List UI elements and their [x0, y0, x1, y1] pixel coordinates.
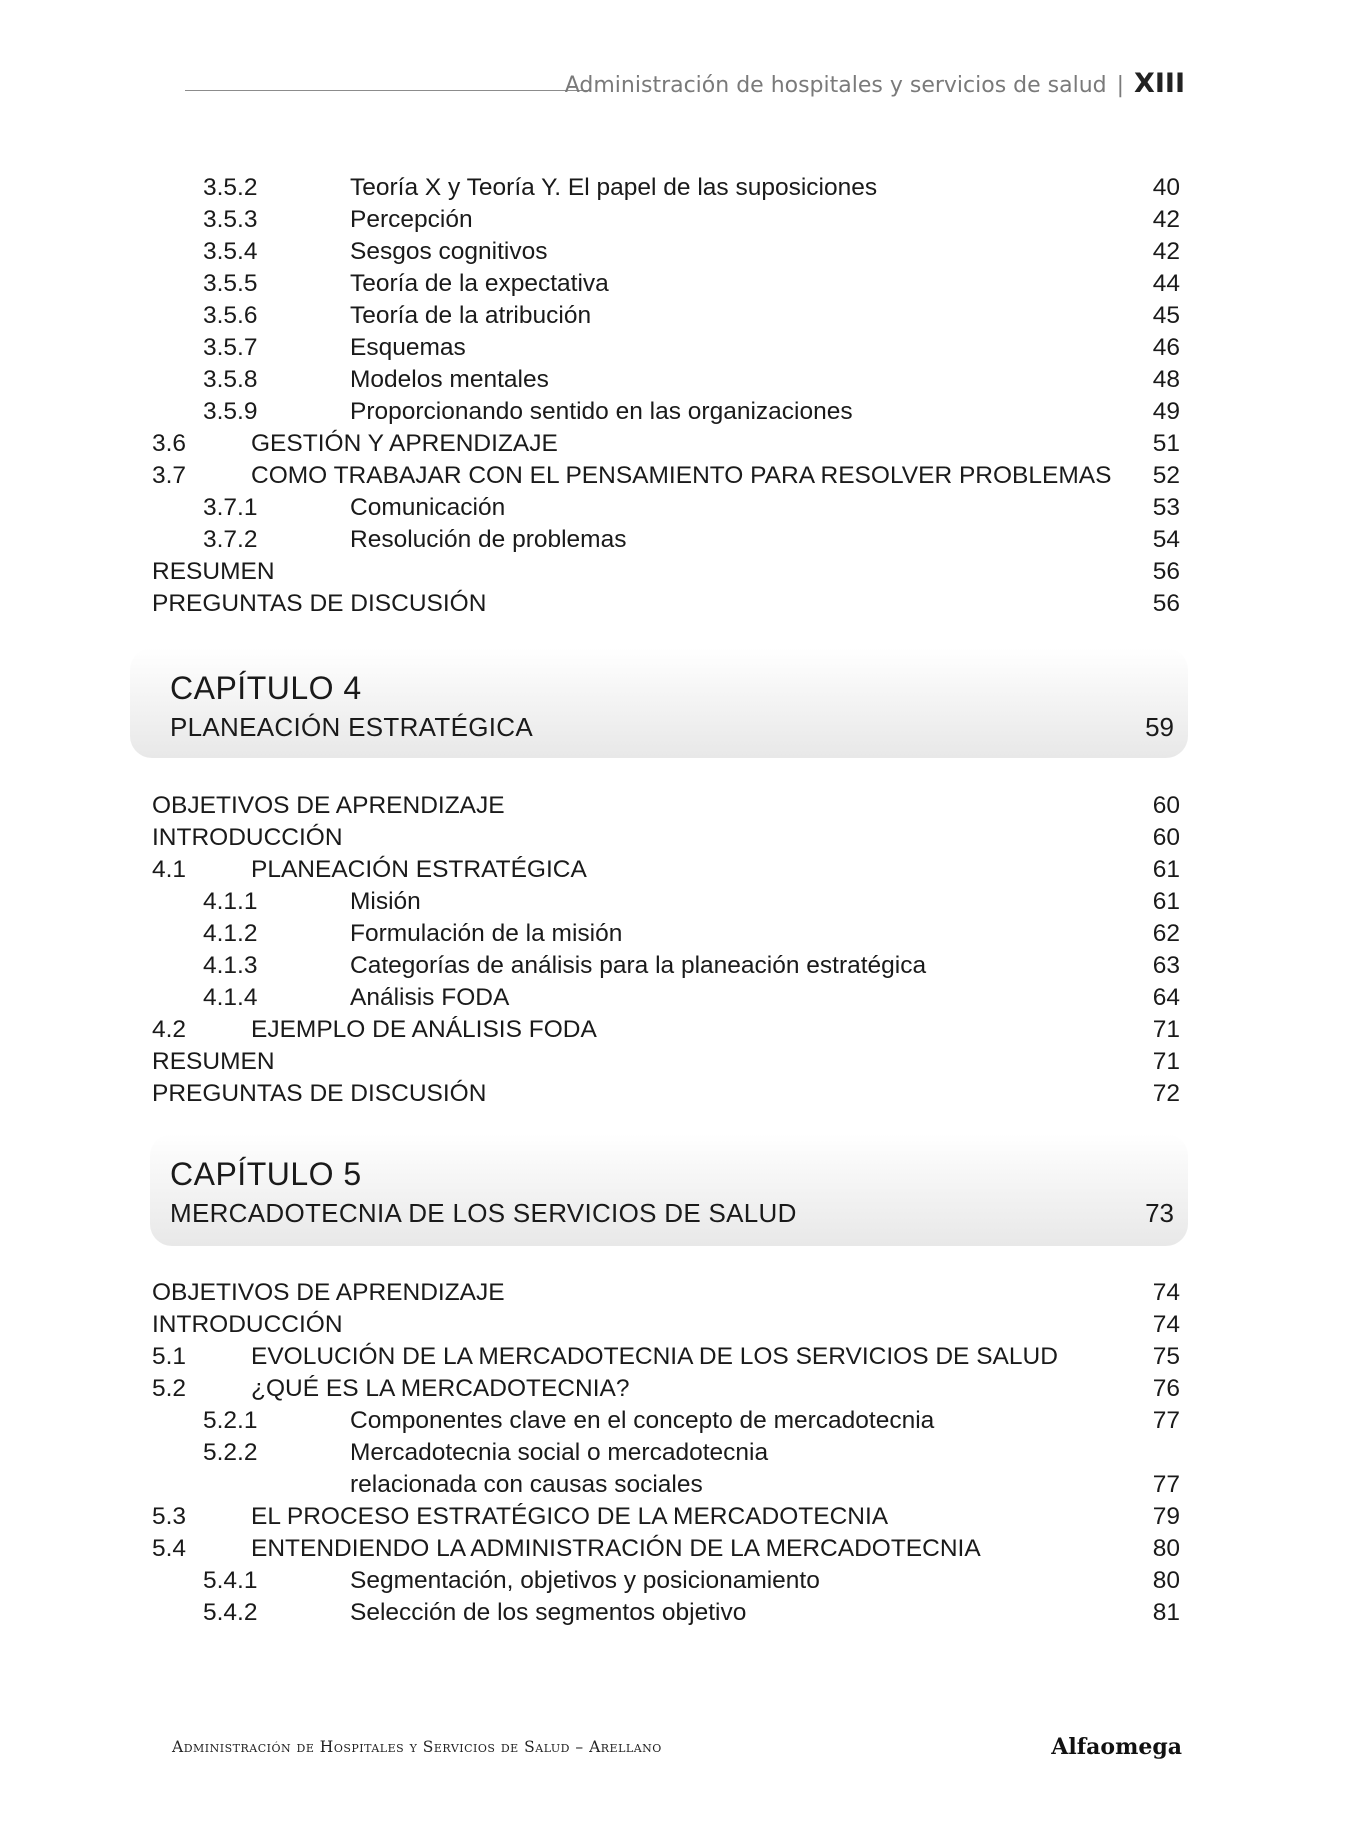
entry-page: 40 [1152, 174, 1180, 201]
entry-number: 4.1 [152, 856, 187, 883]
entry-page: 51 [1152, 430, 1180, 457]
page-number: XIII [1134, 68, 1185, 99]
entry-page: 75 [1152, 1343, 1180, 1370]
toc-entry[interactable] [0, 1311, 1365, 1342]
entry-page: 44 [1152, 270, 1180, 297]
entry-title: RESUMEN [152, 1048, 275, 1075]
toc-entry[interactable] [0, 174, 1365, 205]
entry-title: EJEMPLO DE ANÁLISIS FODA [251, 1016, 597, 1043]
entry-title: Selección de los segmentos objetivo [350, 1599, 747, 1626]
chapter-title: MERCADOTECNIA DE LOS SERVICIOS DE SALUD [170, 1198, 797, 1228]
toc-entry[interactable] [0, 398, 1365, 429]
entry-page: 74 [1152, 1279, 1180, 1306]
toc-entry[interactable] [0, 1503, 1365, 1534]
toc-entry[interactable] [0, 206, 1365, 237]
entry-page: 52 [1152, 462, 1180, 489]
entry-number: 3.5.5 [203, 270, 258, 297]
entry-number: 3.5.2 [203, 174, 258, 201]
entry-title: Teoría de la expectativa [350, 270, 609, 297]
entry-page: 60 [1152, 792, 1180, 819]
entry-title: OBJETIVOS DE APRENDIZAJE [152, 1279, 505, 1306]
entry-title: Formulación de la misión [350, 920, 623, 947]
chapter-page: 73 [1145, 1198, 1174, 1228]
entry-page: 77 [1152, 1407, 1180, 1434]
entry-title: Teoría X y Teoría Y. El papel de las suposiciones [350, 174, 878, 201]
entry-page: 46 [1152, 334, 1180, 361]
entry-number: 4.1.1 [203, 888, 258, 915]
entry-title: Segmentación, objetivos y posicionamiento [350, 1567, 820, 1594]
entry-page: 62 [1152, 920, 1180, 947]
toc-entry[interactable] [0, 888, 1365, 919]
entry-page: 63 [1152, 952, 1180, 979]
toc-entry[interactable] [0, 1080, 1365, 1111]
toc-entry[interactable] [0, 1016, 1365, 1047]
entry-title: Resolución de problemas [350, 526, 627, 553]
toc-entry[interactable] [0, 270, 1365, 301]
entry-page: 81 [1152, 1599, 1180, 1626]
entry-page: 54 [1152, 526, 1180, 553]
entry-title: PREGUNTAS DE DISCUSIÓN [152, 1080, 487, 1107]
toc-entry[interactable] [0, 1599, 1365, 1630]
toc-entry[interactable] [0, 526, 1365, 557]
entry-title: Análisis FODA [350, 984, 510, 1011]
entry-number: 4.1.3 [203, 952, 258, 979]
entry-number: 3.5.8 [203, 366, 258, 393]
entry-page: 42 [1152, 206, 1180, 233]
entry-page: 80 [1152, 1567, 1180, 1594]
header-rule [185, 90, 590, 91]
entry-title: Esquemas [350, 334, 466, 361]
toc-entry[interactable] [0, 302, 1365, 333]
entry-title: Sesgos cognitivos [350, 238, 548, 265]
entry-title: ¿QUÉ ES LA MERCADOTECNIA? [251, 1375, 630, 1402]
entry-page: 71 [1152, 1048, 1180, 1075]
toc-entry[interactable] [0, 952, 1365, 983]
entry-page: 76 [1152, 1375, 1180, 1402]
toc-entry[interactable] [0, 590, 1365, 621]
toc-entry[interactable] [0, 238, 1365, 269]
entry-page: 77 [1152, 1471, 1180, 1498]
entry-number: 5.2 [152, 1375, 187, 1402]
entry-page: 74 [1152, 1311, 1180, 1338]
entry-page: 80 [1152, 1535, 1180, 1562]
toc-entry[interactable] [0, 920, 1365, 951]
entry-title: Comunicación [350, 494, 506, 521]
toc-entry[interactable] [0, 558, 1365, 589]
toc-entry-continuation[interactable] [0, 1471, 1365, 1502]
entry-number: 5.2.1 [203, 1407, 258, 1434]
running-title: Administración de hospitales y servicios de salud [564, 73, 1107, 98]
entry-number: 5.1 [152, 1343, 187, 1370]
entry-title: relacionada con causas sociales [350, 1471, 703, 1498]
chapter-5-heading[interactable] [150, 1134, 1188, 1246]
entry-title: Teoría de la atribución [350, 302, 592, 329]
toc-entry[interactable] [0, 1343, 1365, 1374]
page-footer [172, 1734, 1182, 1768]
entry-page: 42 [1152, 238, 1180, 265]
toc-entry[interactable] [0, 1439, 1365, 1470]
header-separator: | [1116, 73, 1125, 98]
entry-title: GESTIÓN Y APRENDIZAJE [251, 430, 558, 457]
entry-page: 45 [1152, 302, 1180, 329]
entry-title: ENTENDIENDO LA ADMINISTRACIÓN DE LA MERCADOTECNIA [251, 1535, 981, 1562]
entry-title: Proporcionando sentido en las organizaciones [350, 398, 853, 425]
entry-page: 64 [1152, 984, 1180, 1011]
toc-entry[interactable] [0, 824, 1365, 855]
entry-number: 5.4 [152, 1535, 187, 1562]
entry-number: 5.2.2 [203, 1439, 258, 1466]
entry-number: 5.4.1 [203, 1567, 258, 1594]
entry-number: 3.5.9 [203, 398, 258, 425]
entry-title: PLANEACIÓN ESTRATÉGICA [251, 856, 587, 883]
chapter-label: CAPÍTULO 5 [170, 1156, 362, 1192]
toc-entry[interactable] [0, 366, 1365, 397]
entry-title: Percepción [350, 206, 473, 233]
toc-entry[interactable] [0, 430, 1365, 461]
entry-number: 3.7 [152, 462, 187, 489]
entry-title: EVOLUCIÓN DE LA MERCADOTECNIA DE LOS SERVICIOS DE SALUD [251, 1343, 1058, 1370]
running-header [185, 64, 1185, 104]
entry-page: 79 [1152, 1503, 1180, 1530]
toc-entry[interactable] [0, 1279, 1365, 1310]
chapter-title: PLANEACIÓN ESTRATÉGICA [170, 712, 533, 742]
entry-page: 71 [1152, 1016, 1180, 1043]
entry-title: Misión [350, 888, 421, 915]
toc-entry[interactable] [0, 1567, 1365, 1598]
chapter-4-heading[interactable] [130, 648, 1188, 758]
entry-number: 3.6 [152, 430, 187, 457]
entry-number: 3.7.1 [203, 494, 258, 521]
entry-title: Modelos mentales [350, 366, 549, 393]
entry-page: 72 [1152, 1080, 1180, 1107]
toc-entry[interactable] [0, 984, 1365, 1015]
toc-entry[interactable] [0, 1375, 1365, 1406]
toc-entry[interactable] [0, 1048, 1365, 1079]
entry-number: 3.5.7 [203, 334, 258, 361]
entry-title: Componentes clave en el concepto de mercadotecnia [350, 1407, 935, 1434]
entry-page: 48 [1152, 366, 1180, 393]
header-text [565, 68, 1185, 99]
toc-entry[interactable] [0, 792, 1365, 823]
publisher-name: Alfaomega [1051, 1734, 1182, 1760]
chapter-page: 59 [1145, 712, 1174, 742]
entry-title: Mercadotecnia social o mercadotecnia [350, 1439, 769, 1466]
entry-page: 61 [1152, 888, 1180, 915]
entry-number: 5.3 [152, 1503, 187, 1530]
entry-number: 4.2 [152, 1016, 187, 1043]
toc-entry[interactable] [0, 1535, 1365, 1566]
entry-page: 56 [1152, 590, 1180, 617]
entry-number: 3.5.4 [203, 238, 258, 265]
entry-page: 53 [1152, 494, 1180, 521]
entry-number: 4.1.2 [203, 920, 258, 947]
entry-title: PREGUNTAS DE DISCUSIÓN [152, 590, 487, 617]
entry-page: 61 [1152, 856, 1180, 883]
entry-number: 3.5.3 [203, 206, 258, 233]
entry-title: INTRODUCCIÓN [152, 1311, 343, 1338]
toc-entry[interactable] [0, 1407, 1365, 1438]
footer-book-info: Administración de Hospitales y Servicios de Salud – Arellano [172, 1738, 662, 1756]
entry-number: 5.4.2 [203, 1599, 258, 1626]
entry-title: OBJETIVOS DE APRENDIZAJE [152, 792, 505, 819]
toc-entry[interactable] [0, 856, 1365, 887]
entry-title: COMO TRABAJAR CON EL PENSAMIENTO PARA RESOLVER PROBLEMAS [251, 462, 1112, 489]
chapter-label: CAPÍTULO 4 [170, 670, 362, 706]
entry-number: 4.1.4 [203, 984, 258, 1011]
entry-number: 3.7.2 [203, 526, 258, 553]
toc-entry[interactable] [0, 334, 1365, 365]
entry-page: 60 [1152, 824, 1180, 851]
entry-title: RESUMEN [152, 558, 275, 585]
entry-title: Categorías de análisis para la planeación estratégica [350, 952, 927, 979]
entry-title: INTRODUCCIÓN [152, 824, 343, 851]
entry-title: EL PROCESO ESTRATÉGICO DE LA MERCADOTECNIA [251, 1503, 889, 1530]
entry-page: 56 [1152, 558, 1180, 585]
toc-entry[interactable] [0, 462, 1365, 493]
entry-number: 3.5.6 [203, 302, 258, 329]
entry-page: 49 [1152, 398, 1180, 425]
toc-entry[interactable] [0, 494, 1365, 525]
